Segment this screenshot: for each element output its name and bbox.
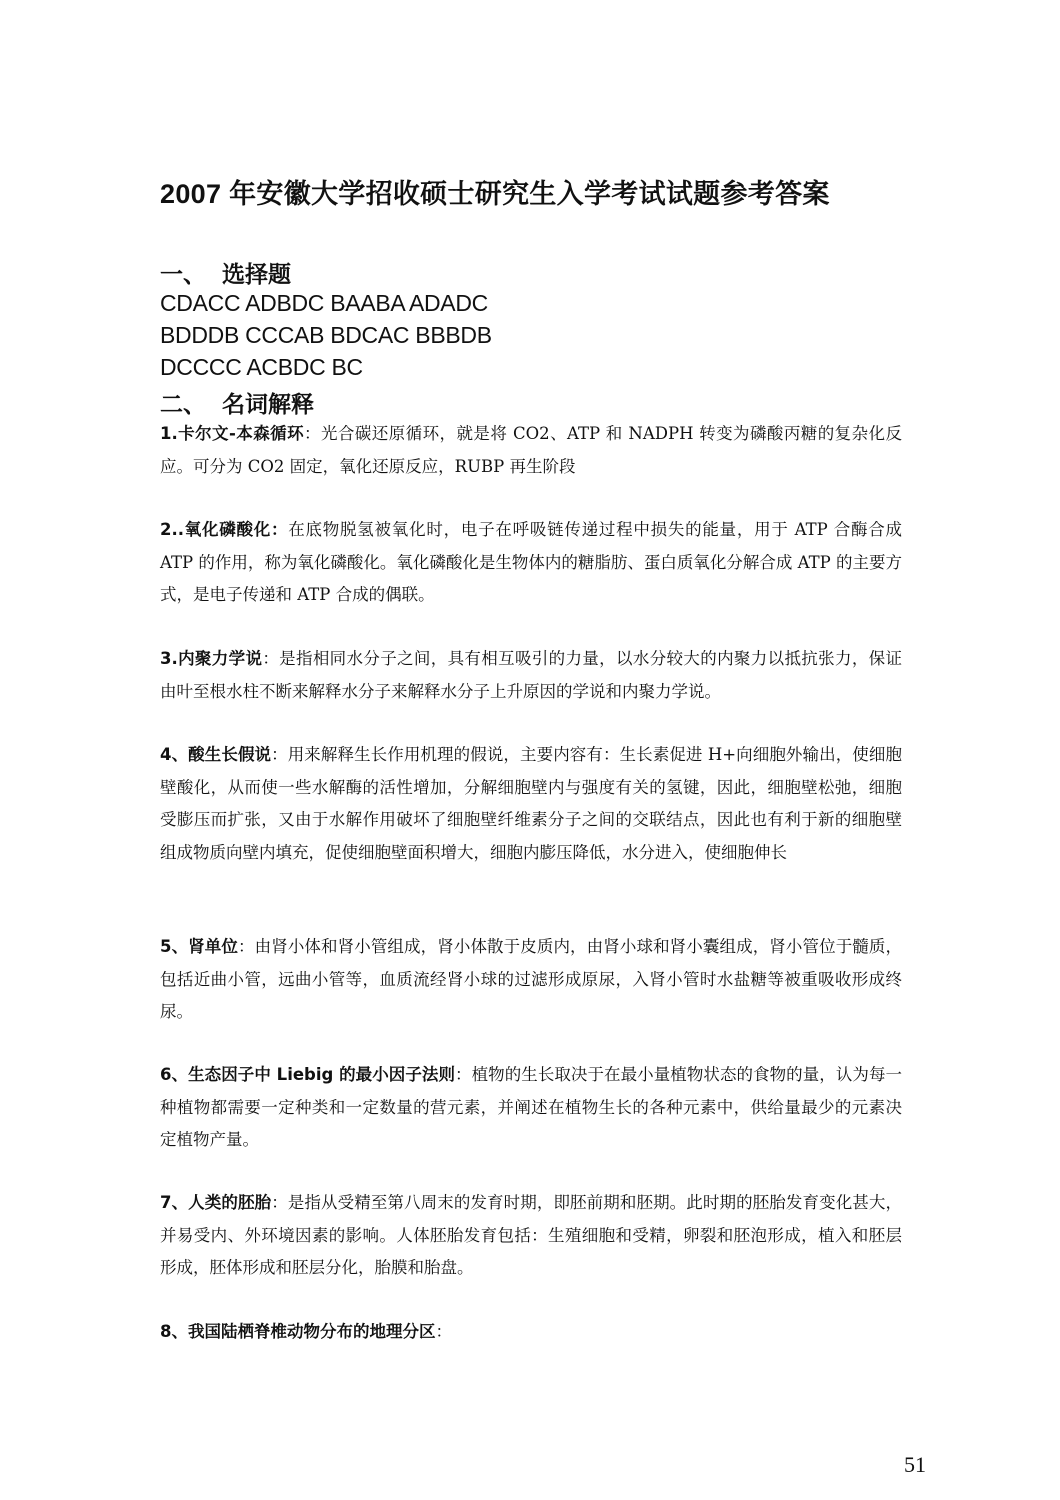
section-label: 名词解释	[222, 391, 314, 417]
term-name: 8、我国陆栖脊椎动物分布的地理分区	[160, 1322, 436, 1341]
term-separator: ：	[435, 1322, 452, 1341]
term-entry	[160, 418, 902, 483]
term-definition: 光合碳还原循环，就是将 CO2、ATP 和 NADPH 转变为磷酸丙糖的复杂化反应。可分为 CO2 固定，氧化还原反应，RUBP 再生阶段	[160, 424, 902, 476]
section-number: 一、	[160, 261, 206, 287]
term-name: 1.卡尔文-本森循环	[160, 424, 305, 443]
term-definition: 是指相同水分子之间，具有相互吸引的力量，以水分较大的内聚力以抵抗张力，保证由叶至根水柱不断来解释水分子来解释水分子上升原因的学说和内聚力学说。	[160, 649, 903, 701]
term-definition: 是指从受精至第八周末的发育时期，即胚前期和胚期。此时期的胚胎发育变化甚大，并易受内、外环境因素的影响。人体胚胎发育包括：生殖细胞和受精，卵裂和胚泡形成，植入和胚层形成，胚体形成和胚层分化，胎膜和胎盘。	[160, 1193, 903, 1277]
term-entry	[160, 643, 902, 708]
term-definition: 由肾小体和肾小管组成，肾小体散于皮质内，由肾小球和肾小囊组成，肾小管位于髓质，包括近曲小管，远曲小管等，血质流经肾小球的过滤形成原尿，入肾小管时水盐糖等被重吸收形成终尿。	[160, 937, 903, 1021]
document-title: 2007 年安徽大学招收硕士研究生入学考试试题参考答案	[160, 179, 830, 209]
section-heading-choice	[160, 256, 291, 289]
term-name: 2..氧化磷酸化：	[160, 520, 289, 539]
term-entry	[160, 931, 902, 1029]
section-number: 二、	[160, 391, 206, 417]
term-separator: ：	[271, 745, 288, 764]
term-name: 6、生态因子中 Liebig 的最小因子法则	[160, 1065, 456, 1084]
term-name: 3.内聚力学说	[160, 649, 263, 668]
term-name: 5、肾单位	[160, 937, 238, 956]
term-name: 7、人类的胚胎	[160, 1193, 272, 1212]
term-separator: ：	[271, 1193, 288, 1212]
term-entry	[160, 1187, 902, 1285]
term-name: 4、酸生长假说	[160, 745, 272, 764]
answer-line: CDACC ADBDC BAABA ADADC	[160, 290, 488, 316]
term-separator: ：	[238, 937, 255, 956]
term-entry	[160, 1059, 902, 1157]
answer-line: DCCCC ACBDC BC	[160, 354, 363, 380]
term-separator: ：	[455, 1065, 472, 1084]
term-definition: 在底物脱氢被氧化时，电子在呼吸链传递过程中损失的能量，用于 ATP 合酶合成 ATP 的作用，称为氧化磷酸化。氧化磷酸化是生物体内的糖脂肪、蛋白质氧化分解合成 ATP 的主要方式，是电子传递和 ATP 合成的偶联。	[160, 520, 902, 604]
section-heading-terms	[160, 386, 314, 419]
page-number: 51	[904, 1452, 926, 1477]
term-definition: 用来解释生长作用机理的假说，主要内容有：生长素促进 H+向细胞外输出，使细胞壁酸化，从而使一些水解酶的活性增加，分解细胞壁内与强度有关的氢键，因此，细胞壁松弛，细胞受膨压而扩张，又由于水解作用破坏了细胞壁纤维素分子之间的交联结点，因此也有利于新的细胞壁组成物质向壁内填充，促使细胞壁面积增大，细胞内膨压降低，水分进入，使细胞伸长	[160, 745, 902, 862]
term-separator: ：	[262, 649, 280, 668]
term-entry	[160, 739, 902, 869]
term-entry	[160, 1316, 902, 1349]
term-entry	[160, 514, 902, 612]
section-label: 选择题	[222, 261, 291, 287]
term-definition: 植物的生长取决于在最小量植物状态的食物的量，认为每一种植物都需要一定种类和一定数量的营元素，并阐述在植物生长的各种元素中，供给量最少的元素决定植物产量。	[160, 1065, 903, 1149]
answer-line: BDDDB CCCAB BDCAC BBBDB	[160, 322, 492, 348]
term-separator: ：	[304, 424, 321, 443]
